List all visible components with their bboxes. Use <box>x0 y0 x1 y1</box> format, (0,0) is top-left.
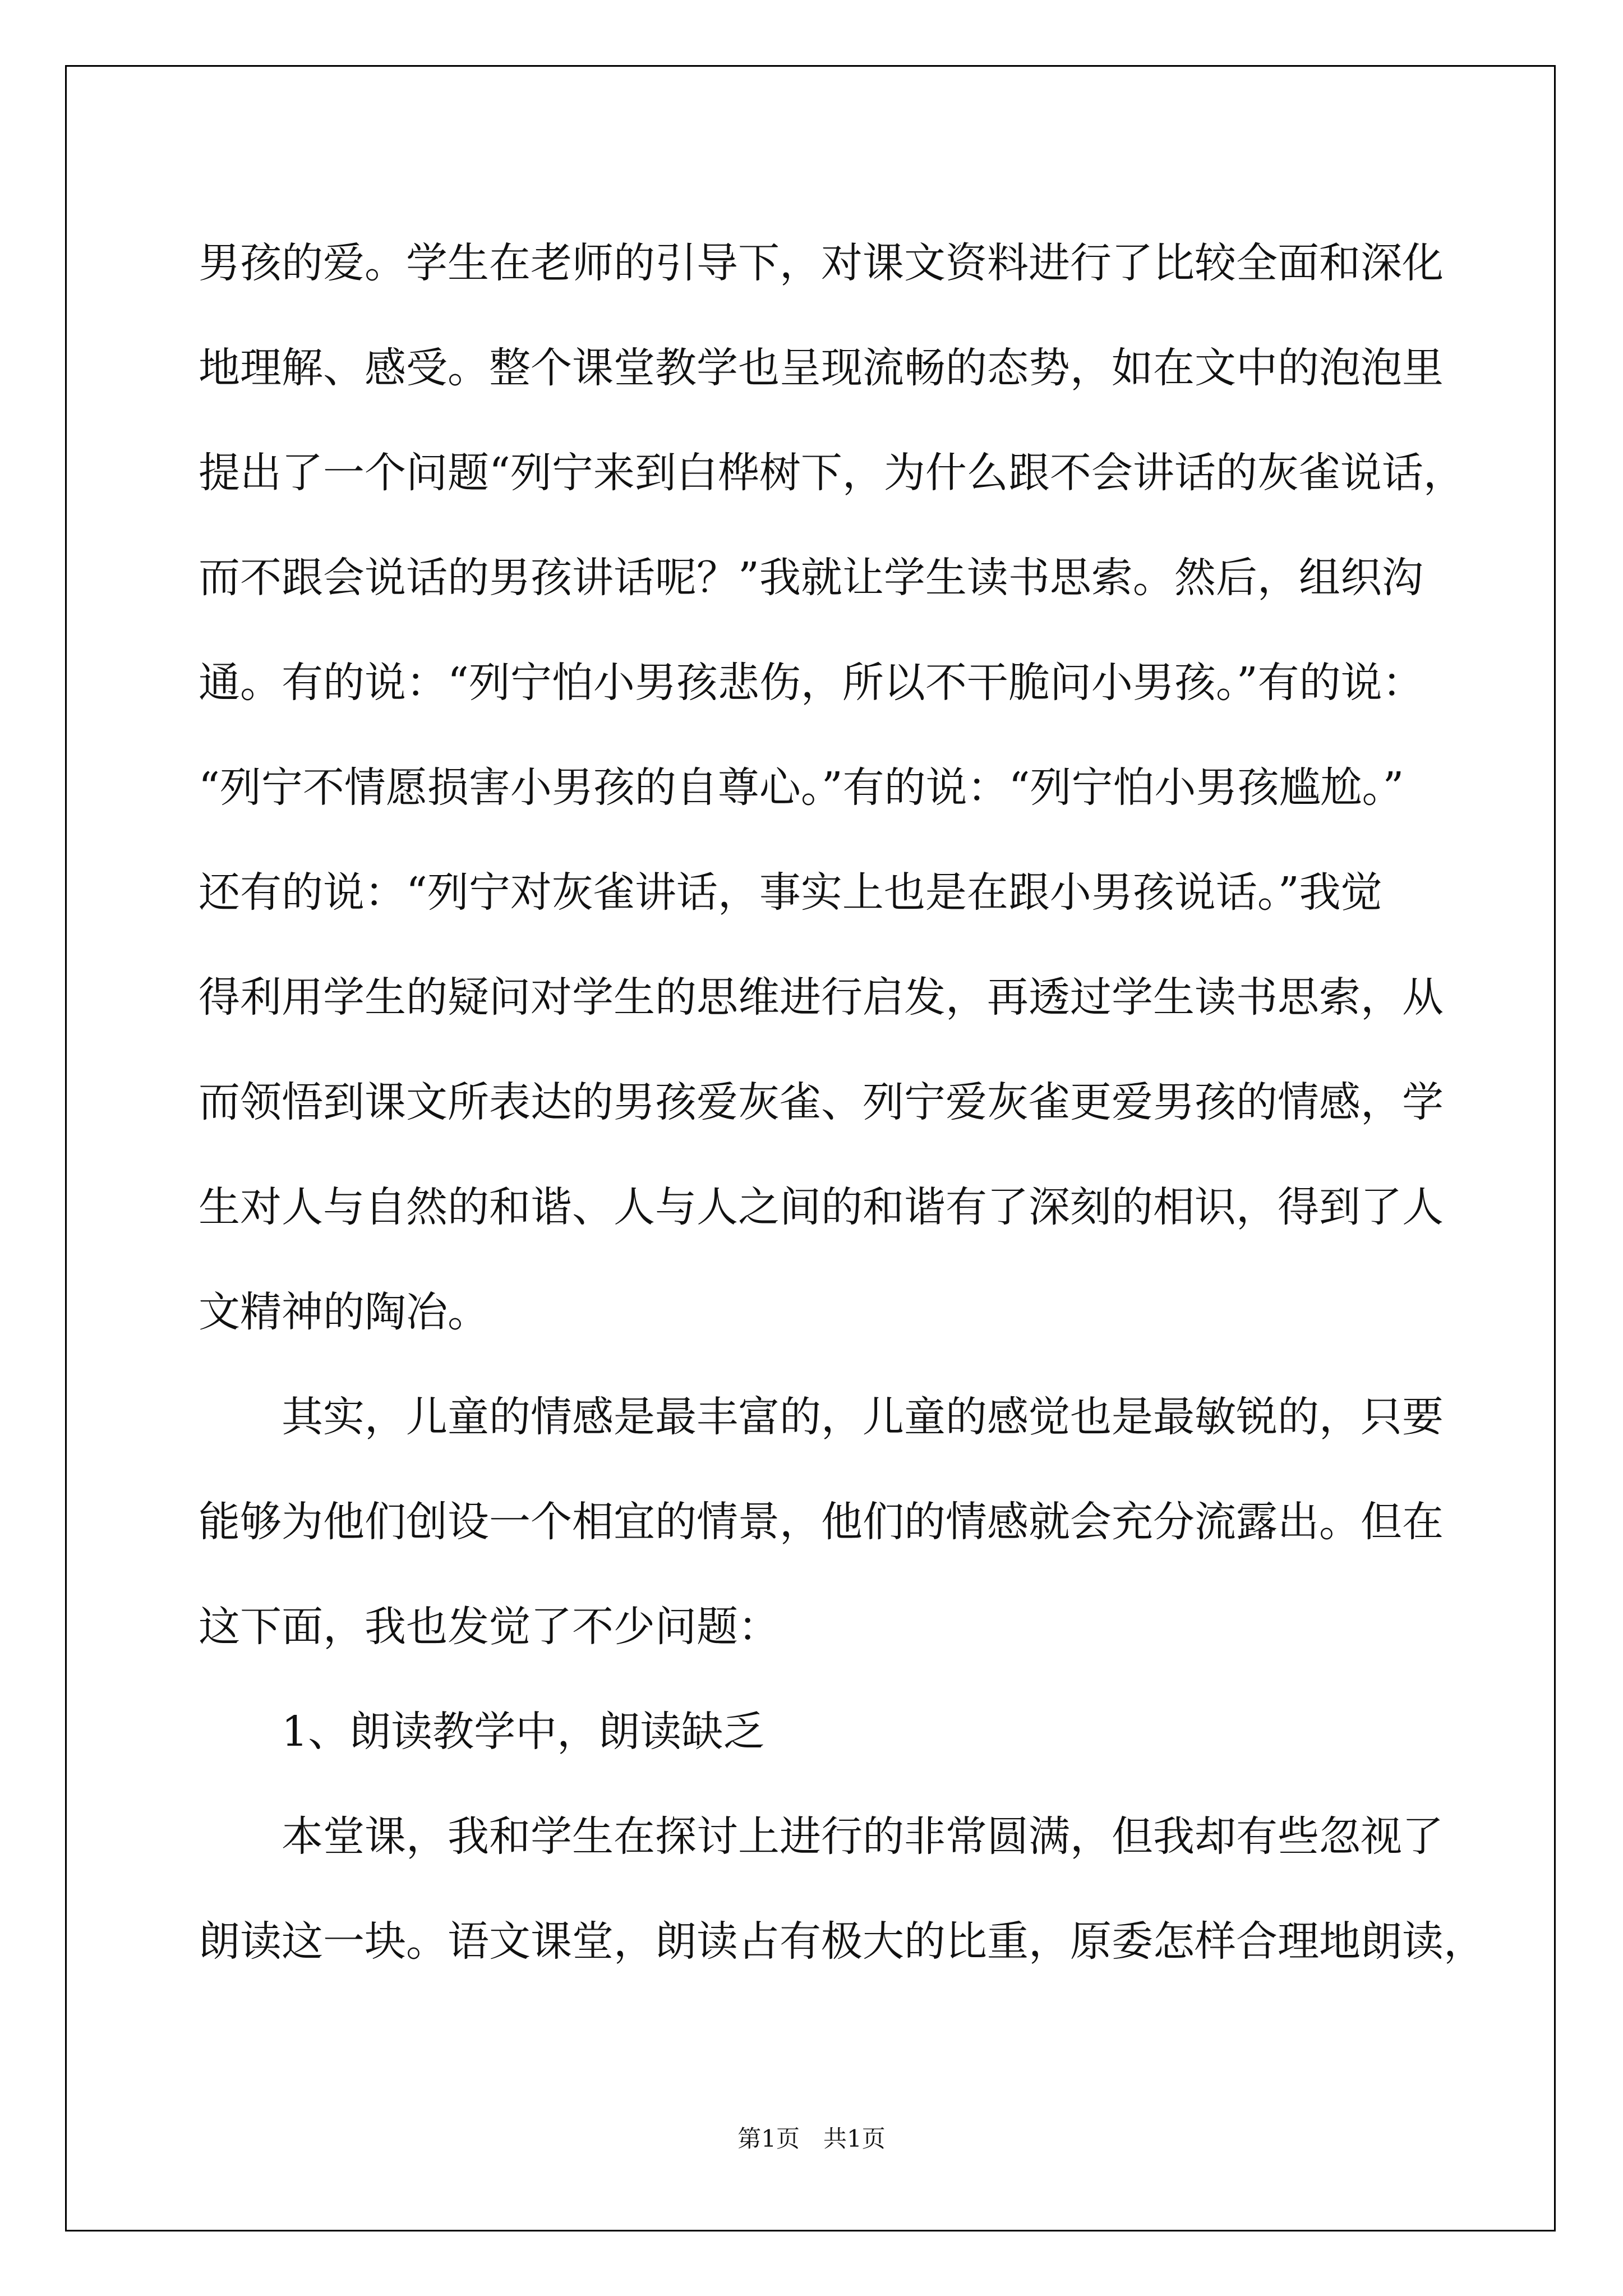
page-footer: 第1页 共1页 <box>737 2125 886 2152</box>
text-line: 1、朗读教学中，朗读缺乏 <box>282 1708 765 1756</box>
text-line: 而领悟到课文所表达的男孩爱灰雀、列宁爱灰雀更爱男孩的情感，学 <box>199 1078 1444 1126</box>
text-line: 还有的说：“列宁对灰雀讲话，事实上也是在跟小男孩说话。”我觉 <box>199 868 1382 917</box>
text-line: “列宁不情愿损害小男孩的自尊心。”有的说：“列宁怕小男孩尴尬。” <box>199 763 1404 812</box>
body-text <box>199 211 1485 1994</box>
text-line: 文精神的陶冶。 <box>199 1288 489 1336</box>
text-line: 提出了一个问题“列宁来到白桦树下，为什么跟不会讲话的灰雀说话， <box>199 449 1465 497</box>
text-line: 通。有的说：“列宁怕小男孩悲伤，所以不干脆问小男孩。”有的说： <box>199 659 1424 707</box>
text-line: 这下面，我也发觉了不少问题： <box>199 1603 780 1651</box>
text-line: 生对人与自然的和谐、人与人之间的和谐有了深刻的相识，得到了人 <box>199 1183 1444 1231</box>
text-line: 男孩的爱。学生在老师的引导下，对课文资料进行了比较全面和深化 <box>199 239 1444 287</box>
text-line: 而不跟会说话的男孩讲话呢？”我就让学生读书思索。然后，组织沟 <box>199 554 1423 602</box>
text-line: 其实，儿童的情感是最丰富的，儿童的感觉也是最敏锐的，只要 <box>282 1393 1444 1441</box>
text-line: 地理解、感受。整个课堂教学也呈现流畅的态势，如在文中的泡泡里 <box>199 344 1444 392</box>
text-line: 得利用学生的疑问对学生的思维进行启发，再透过学生读书思索，从 <box>199 973 1444 1022</box>
text-line: 能够为他们创设一个相宜的情景，他们的情感就会充分流露出。但在 <box>199 1498 1444 1546</box>
text-line: 朗读这一块。语文课堂，朗读占有极大的比重，原委怎样合理地朗读， <box>199 1917 1485 1966</box>
text-line: 本堂课，我和学生在探讨上进行的非常圆满，但我却有些忽视了 <box>282 1812 1444 1861</box>
